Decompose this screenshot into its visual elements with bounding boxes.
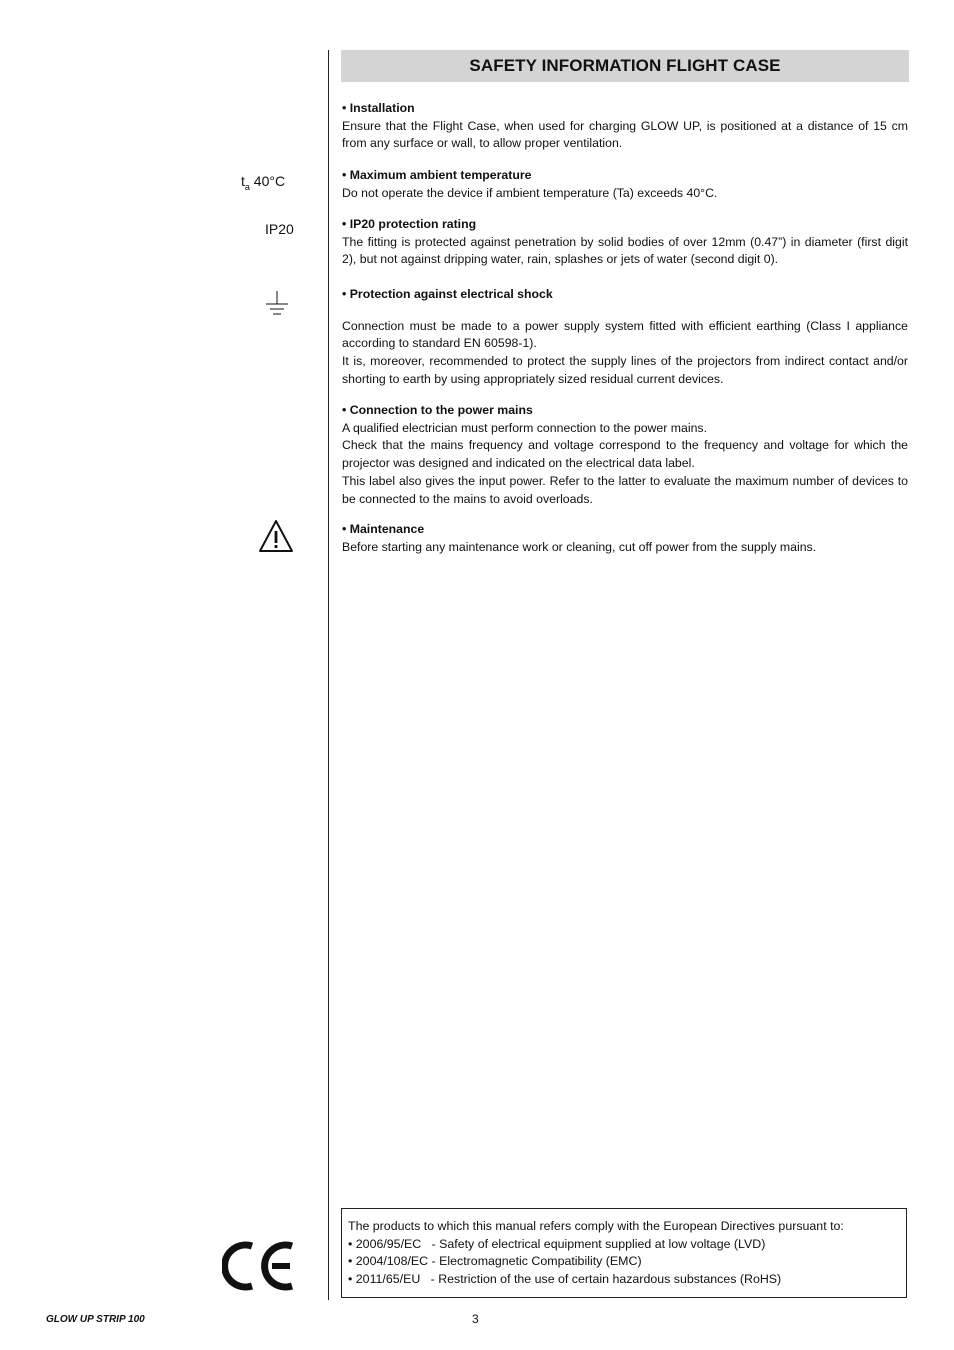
shock-heading: • Protection against electrical shock [342,287,553,301]
mains-section [342,402,908,508]
mains-body-2: Check that the mains frequency and voltage correspond to the frequency and voltage for which the projector was designed and indicated on the electrical data label. [342,438,908,471]
compliance-item: • 2006/95/EC - Safety of electrical equipment supplied at low voltage (LVD) [348,1236,766,1251]
installation-heading: • Installation [342,101,415,115]
compliance-item: • 2004/108/EC - Electromagnetic Compatibility (EMC) [348,1254,642,1269]
shock-body-1: Connection must be made to a power supply system fitted with efficient earthing (Class I appliance according to standard EN 60598-1). [342,318,908,351]
ce-mark-icon [222,1240,294,1292]
page-title [341,50,909,82]
shock-section [342,286,908,389]
ip20-section [342,216,908,269]
maintenance-section [342,521,908,556]
page-number: 3 [472,1312,479,1326]
ip20-label: IP20 [265,221,294,237]
ip20-heading: • IP20 protection rating [342,217,477,231]
warning-triangle-icon [258,519,294,553]
mains-heading: • Connection to the power mains [342,403,533,417]
mains-body-3: This label also gives the input power. Refer to the latter to evaluate the maximum number of devices to be connected to the mains to avoid overloads. [342,473,908,506]
ambient-temp-label: $t_a$ 40°C [241,173,286,192]
temperature-heading: • Maximum ambient temperature [342,168,532,182]
temperature-body: Do not operate the device if ambient temperature (Ta) exceeds 40°C. [342,185,718,200]
page-title-text: SAFETY INFORMATION FLIGHT CASE [469,56,781,75]
shock-body-2: It is, moreover, recommended to protect the supply lines of the projectors from indirect contact and/or shorting to earth by using appropriately sized residual current devices. [342,354,908,386]
installation-body: Ensure that the Flight Case, when used for charging GLOW UP, is positioned at a distance of 15 cm from any surface or wall, to allow proper ventilation. [342,118,908,151]
compliance-box [341,1208,907,1298]
installation-section [342,100,908,153]
maintenance-heading: • Maintenance [342,522,425,536]
maintenance-body: Before starting any maintenance work or cleaning, cut off power from the supply mains. [342,539,817,554]
footer-product-name: GLOW UP STRIP 100 [46,1314,145,1325]
temperature-section [342,167,908,202]
vertical-divider [328,50,329,1300]
ip20-body: The fitting is protected against penetration by solid bodies of over 12mm (0.47”) in diameter (first digit 2), but not against dripping water, rain, splashes or jets of water (second digit 0). [342,234,908,267]
compliance-item: • 2011/65/EU - Restriction of the use of certain hazardous substances (RoHS) [348,1271,782,1286]
mains-body-1: A qualified electrician must perform connection to the power mains. [342,420,707,435]
earth-ground-icon [264,289,290,319]
compliance-intro: The products to which this manual refers comply with the European Directives pursuant to: [348,1219,844,1233]
